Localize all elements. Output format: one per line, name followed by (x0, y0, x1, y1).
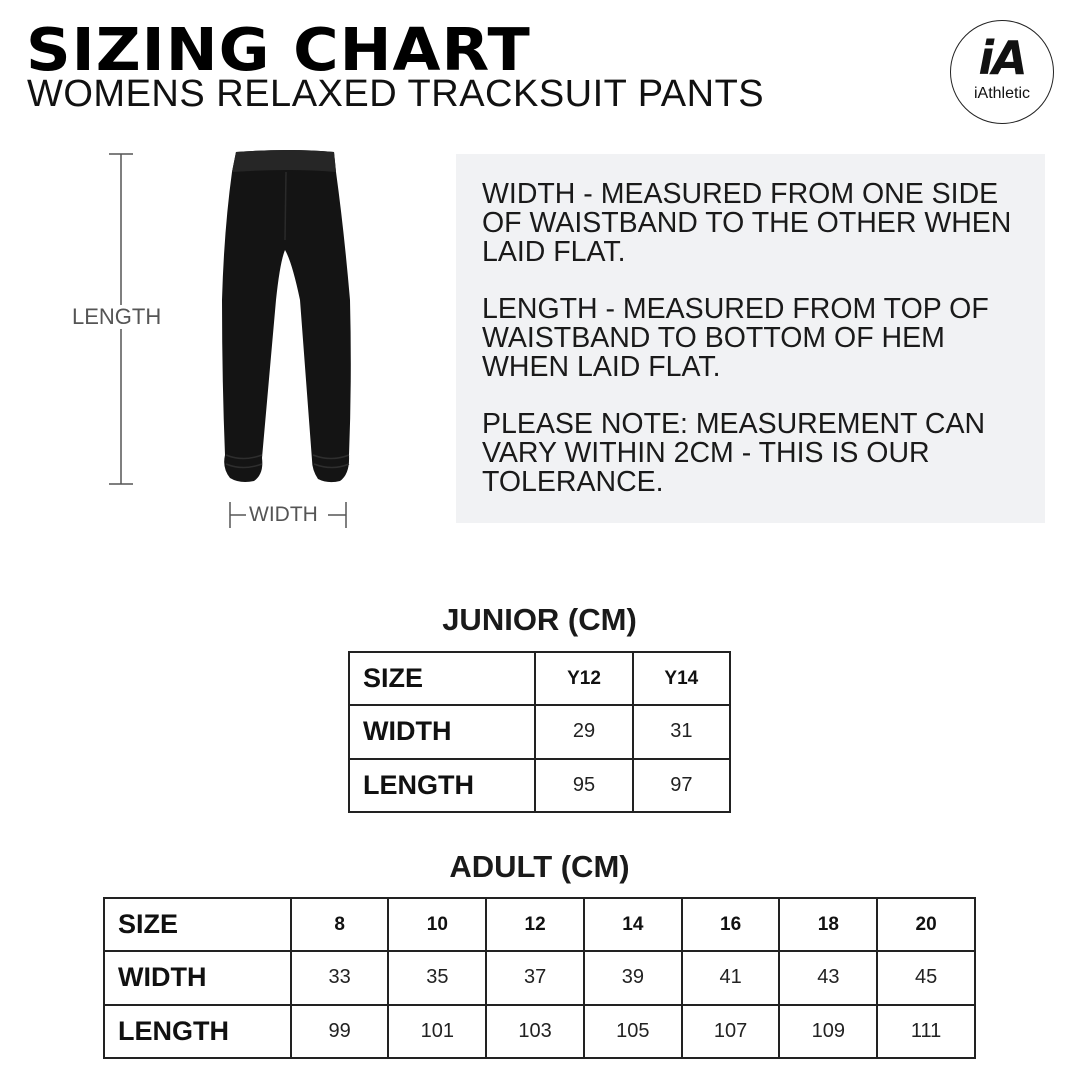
table-header-cell: SIZE (104, 898, 291, 951)
table-cell: 35 (388, 951, 486, 1004)
table-row (104, 1005, 975, 1058)
width-label: WIDTH (249, 503, 318, 526)
table-row (104, 951, 975, 1004)
table-header-cell: 20 (877, 898, 975, 951)
table-cell: 37 (486, 951, 584, 1004)
table-cell: 41 (682, 951, 780, 1004)
table-cell: 105 (584, 1005, 682, 1058)
table-row (349, 705, 730, 758)
table-cell: 107 (682, 1005, 780, 1058)
row-label: WIDTH (104, 951, 291, 1004)
adult-size-table (103, 897, 976, 1059)
table-header-cell: 14 (584, 898, 682, 951)
table-cell: 99 (291, 1005, 389, 1058)
row-label: LENGTH (349, 759, 535, 812)
logo-mark: iA (978, 31, 1026, 85)
page-title: SIZING CHART (26, 15, 531, 85)
table-cell: 33 (291, 951, 389, 1004)
table-header-cell: Y12 (535, 652, 632, 705)
table-cell: 111 (877, 1005, 975, 1058)
table-cell: 43 (779, 951, 877, 1004)
table-cell: 45 (877, 951, 975, 1004)
table-header-cell: 8 (291, 898, 389, 951)
measurement-diagram (0, 0, 460, 540)
table-header-cell: 18 (779, 898, 877, 951)
length-note: LENGTH - MEASURED FROM TOP OF WAISTBAND TO BOTTOM OF HEM WHEN LAID FLAT. (482, 293, 989, 383)
pants-illustration (222, 150, 351, 482)
page-subtitle: WOMENS RELAXED TRACKSUIT PANTS (27, 73, 765, 115)
table-header-cell: Y14 (633, 652, 730, 705)
logo-wordmark: iAthletic (973, 85, 1031, 102)
brand-logo (950, 20, 1054, 124)
width-note: WIDTH - MEASURED FROM ONE SIDE OF WAISTBAND TO THE OTHER WHEN LAID FLAT. (482, 178, 1012, 268)
junior-size-table (348, 651, 731, 813)
length-label: LENGTH (72, 305, 172, 329)
table-cell: 39 (584, 951, 682, 1004)
adult-table-title: ADULT (CM) (449, 849, 630, 884)
table-header-cell: 12 (486, 898, 584, 951)
table-cell: 97 (633, 759, 730, 812)
row-label: WIDTH (349, 705, 535, 758)
tolerance-note: PLEASE NOTE: MEASUREMENT CAN VARY WITHIN 2CM - THIS IS OUR TOLERANCE. (482, 408, 986, 498)
table-row (104, 898, 975, 951)
table-cell: 95 (535, 759, 632, 812)
table-row (349, 759, 730, 812)
junior-table-title: JUNIOR (CM) (442, 602, 637, 637)
table-header-cell: 16 (682, 898, 780, 951)
table-cell: 103 (486, 1005, 584, 1058)
row-label: LENGTH (104, 1005, 291, 1058)
table-cell: 101 (388, 1005, 486, 1058)
table-header-cell: 10 (388, 898, 486, 951)
table-header-cell: SIZE (349, 652, 535, 705)
table-cell: 29 (535, 705, 632, 758)
table-row (349, 652, 730, 705)
table-cell: 109 (779, 1005, 877, 1058)
table-cell: 31 (633, 705, 730, 758)
